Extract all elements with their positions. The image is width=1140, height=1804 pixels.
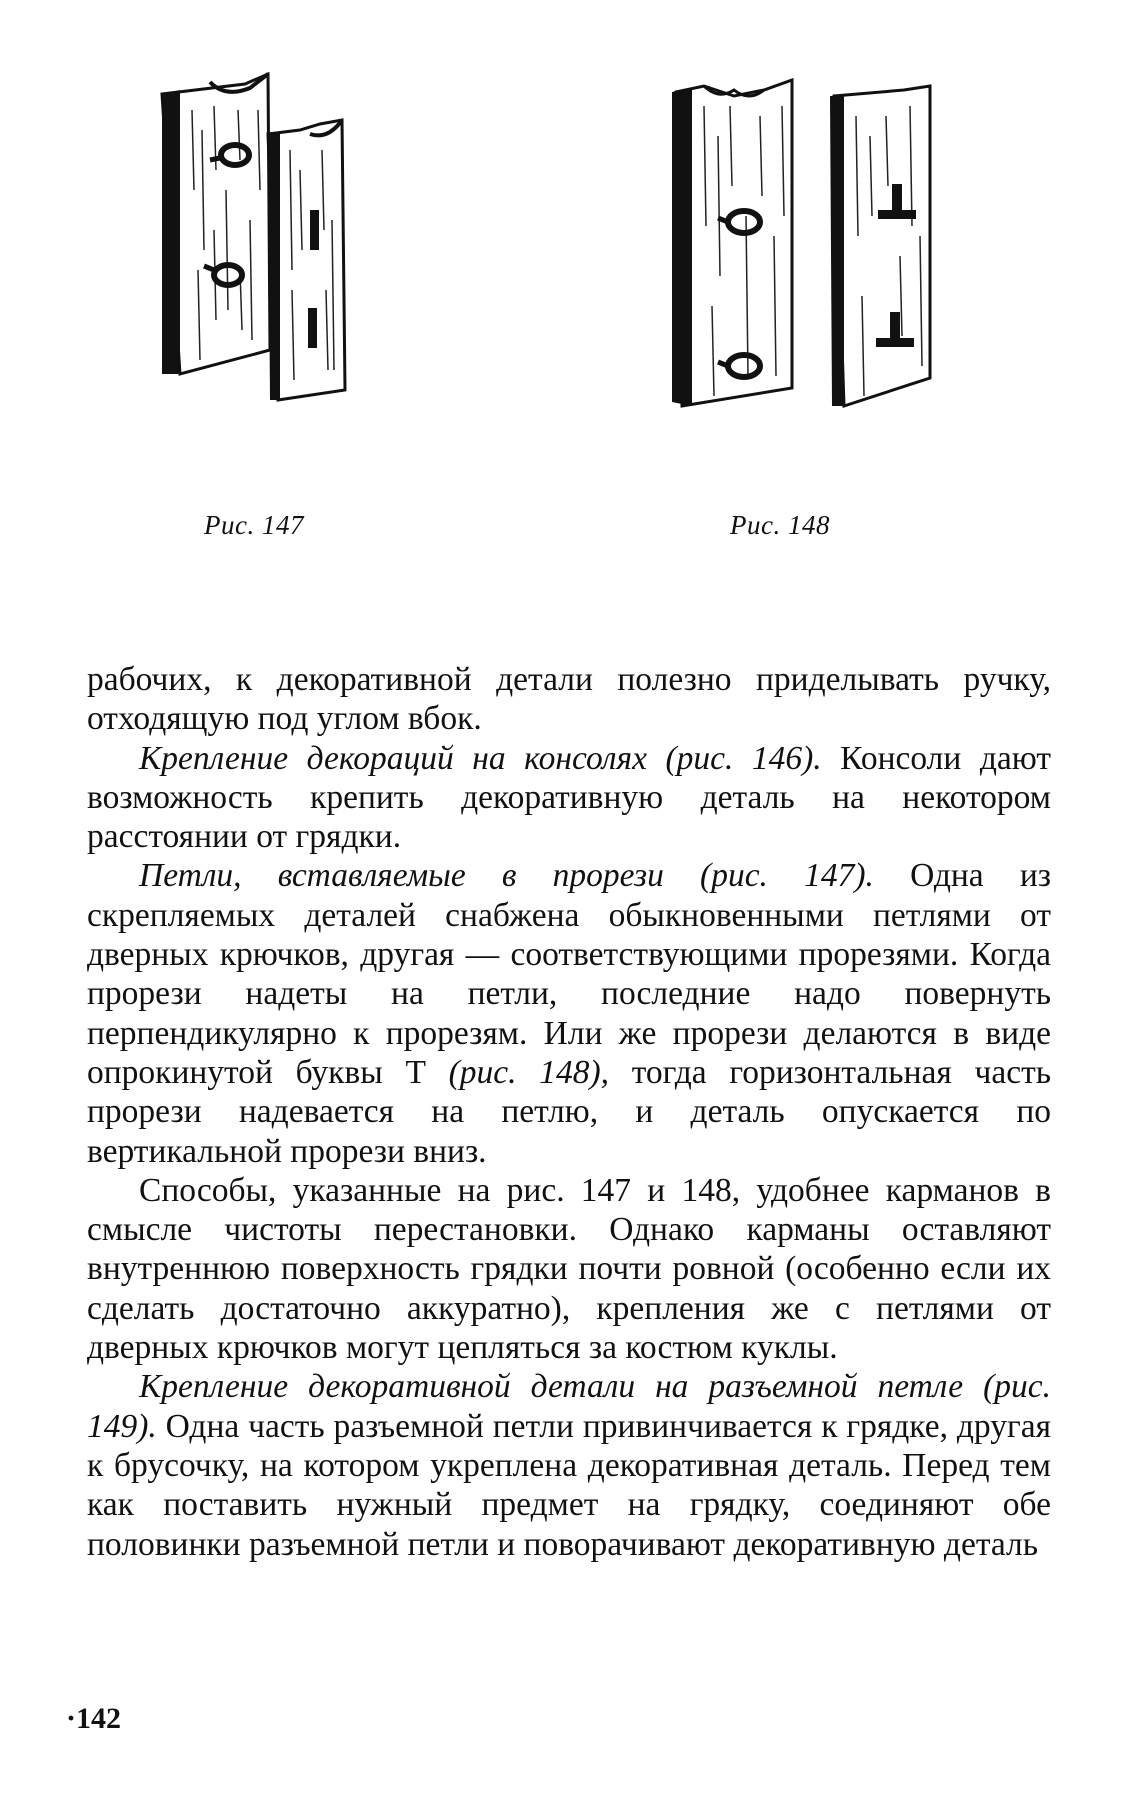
paragraph-2-heading: Крепление декораций на консолях (рис. 146). [139, 739, 822, 777]
board-right-edge [830, 96, 844, 406]
figure-148-caption: Рис. 148 [730, 510, 830, 540]
paragraph-5-heading: Крепление декоративной детали на разъемной петле (рис. 149). [87, 1368, 1051, 1445]
paragraph-2 [87, 739, 1051, 857]
page-number: ·142 [66, 1702, 122, 1735]
slot-bottom [308, 308, 317, 348]
figure-148-drawing [664, 76, 964, 456]
paragraph-5-text: Одна часть разъемной петли привинчивается к грядке, другая к брусочку, на котором укреплена декоративная деталь. Перед тем как поставить нужный предмет на грядку, соединяют обе половинки разъемной петли и поворачивают декоративную деталь [87, 1407, 1051, 1563]
paragraph-1-text: рабочих, к декоративной детали полезно приделывать ручку, отходящую под углом вбок. [87, 661, 1051, 738]
paragraph-1 [87, 660, 1051, 739]
board-left-edge [162, 90, 180, 374]
paragraph-3-heading: Петли, вставляемые в прорези (рис. 147). [139, 857, 874, 895]
board-left-edge [672, 88, 692, 406]
paragraph-3-text-continued: тогда горизонтальная часть прорези надевается на петлю, и деталь опускается по вертикальной прорези вниз. [87, 1053, 1051, 1170]
paragraph-4 [87, 1171, 1051, 1367]
paragraph-5 [87, 1367, 1051, 1563]
paragraph-3-figure-ref: (рис. 148), [448, 1053, 609, 1091]
body-text [87, 660, 1051, 1564]
figure-147-caption: Рис. 147 [204, 510, 304, 540]
paragraph-4-text: Способы, указанные на рис. 147 и 148, удобнее карманов в смысле чистоты перестановки. Однако карманы оставляют внутреннюю поверхность грядки почти ровной (особенно если их сделать достаточно аккуратно), крепления же с петлями от дверных крючков могут цепляться за костюм куклы. [87, 1171, 1051, 1367]
paragraph-3-text: Одна из скрепляемых деталей снабжена обыкновенными петлями от дверных крючков, другая — соответствующими прорезями. Когда прорези надеты на петли, последние надо повернуть перпендикулярно к прорезям. Или же прорези делаются в виде опрокинутой буквы Т [87, 857, 1051, 1091]
slot-top [310, 210, 319, 250]
figure-147 [150, 70, 410, 470]
figure-148 [664, 76, 964, 456]
paragraph-2-text: Консоли дают возможность крепить декоративную деталь на некотором расстоянии от грядки. [87, 739, 1051, 856]
paragraph-3 [87, 856, 1051, 1170]
board-right [834, 86, 930, 406]
figures-area [0, 0, 1140, 560]
board-right-edge [268, 134, 280, 400]
figure-147-drawing [150, 70, 410, 470]
